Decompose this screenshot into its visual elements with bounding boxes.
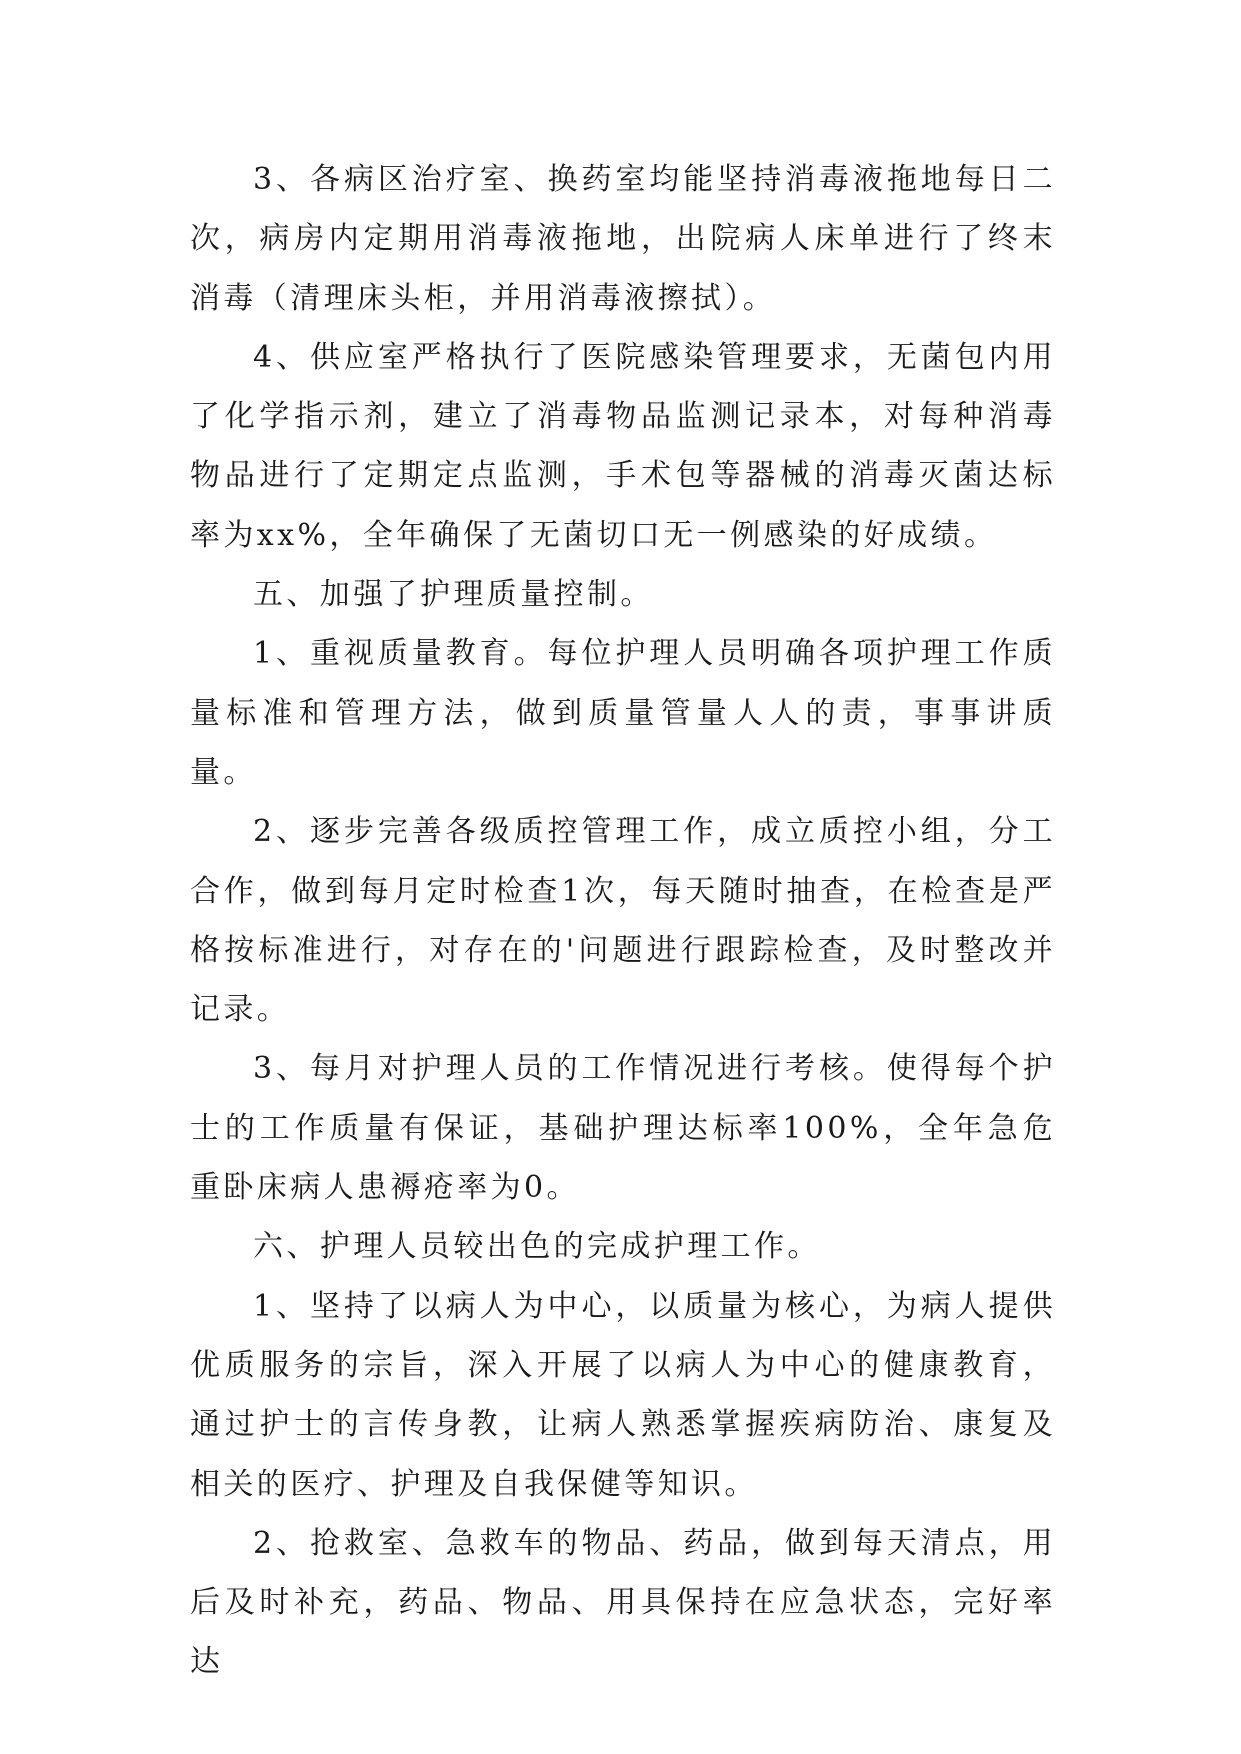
paragraph-supply-room: 4、供应室严格执行了医院感染管理要求，无菌包内用了化学指示剂，建立了消毒物品监测记录本，对每种消毒物品进行了定期定点监测，手术包等器械的消毒灭菌达标率为xx%，全年确保了无菌切口无一例感染的好成绩。 — [190, 339, 1056, 553]
section-heading-quality-control: 五、加强了护理质量控制。 — [253, 577, 654, 613]
section-heading-nursing-work: 六、护理人员较出色的完成护理工作。 — [253, 1229, 821, 1265]
paragraph-patient-centered: 1、坚持了以病人为中心，以质量为核心，为病人提供优质服务的宗旨，深入开展了以病人为中心的健康教育，通过护士的言传身教，让病人熟悉掌握疾病防治、康复及相关的医疗、护理及自我保健等知识。 — [190, 1288, 1056, 1502]
document-body — [190, 150, 1056, 1692]
paragraph-quality-management: 2、逐步完善各级质控管理工作，成立质控小组，分工合作，做到每月定时检查1次，每天随时抽查，在检查是严格按标准进行，对存在的'问题进行跟踪检查，及时整改并记录。 — [190, 814, 1056, 1028]
paragraph-disinfection-wards: 3、各病区治疗室、换药室均能坚持消毒液拖地每日二次，病房内定期用消毒液拖地，出院病人床单进行了终末消毒（清理床头柜，并用消毒液擦拭）。 — [190, 162, 1056, 316]
paragraph-emergency-supplies: 2、抢救室、急救车的物品、药品，做到每天清点，用后及时补充，药品、物品、用具保持在应急状态，完好率达 — [190, 1525, 1056, 1680]
paragraph-monthly-assessment: 3、每月对护理人员的工作情况进行考核。使得每个护士的工作质量有保证，基础护理达标率100%，全年急危重卧床病人患褥疮率为0。 — [190, 1051, 1056, 1206]
paragraph-quality-education: 1、重视质量教育。每位护理人员明确各项护理工作质量标准和管理方法，做到质量管量人人的责，事事讲质量。 — [190, 636, 1056, 790]
